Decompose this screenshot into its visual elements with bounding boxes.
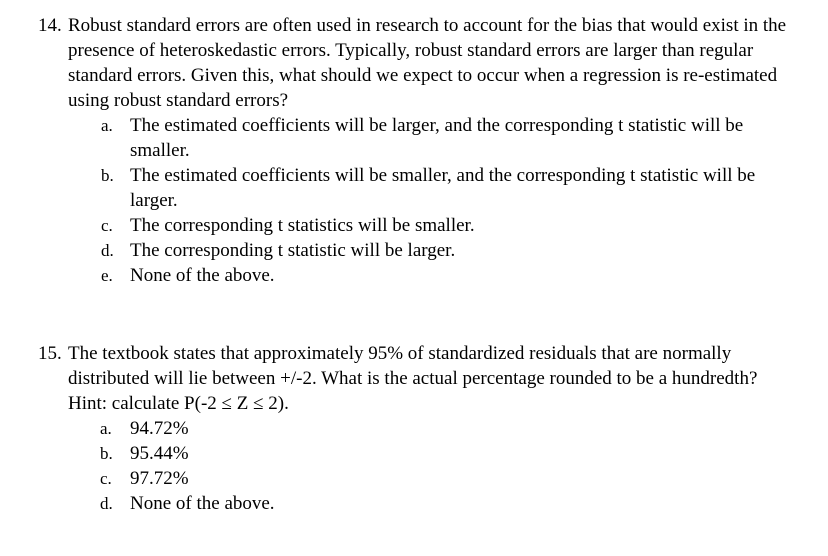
option-text: None of the above. xyxy=(130,493,275,514)
option-text: 94.72% xyxy=(130,418,189,439)
option-text: 95.44% xyxy=(130,443,189,464)
question-number: 14. xyxy=(38,15,62,36)
answer-options xyxy=(0,416,828,516)
option-letter: c. xyxy=(101,216,113,235)
hint-text: Hint: calculate P(-2 ≤ Z ≤ 2). xyxy=(68,393,289,414)
question-text: The textbook states that approximately 95% of standardized residuals that are normally distributed will lie between +/-2. What is the actual percentage rounded to be a hundredth? xyxy=(68,343,758,389)
answer-options xyxy=(0,113,828,288)
answer-option-c[interactable] xyxy=(0,213,800,238)
answer-option-d[interactable] xyxy=(0,238,800,263)
answer-option-a[interactable] xyxy=(0,113,800,163)
option-letter: b. xyxy=(101,166,114,185)
option-text: The corresponding t statistics will be smaller. xyxy=(130,215,475,236)
question-14 xyxy=(0,13,828,288)
option-letter: d. xyxy=(100,494,113,513)
answer-option-d[interactable] xyxy=(0,491,800,516)
question-stem xyxy=(0,13,798,113)
option-text: The corresponding t statistic will be larger. xyxy=(130,240,456,261)
option-letter: a. xyxy=(100,419,112,438)
answer-option-c[interactable] xyxy=(0,466,800,491)
option-text: None of the above. xyxy=(130,265,275,286)
option-letter: e. xyxy=(101,266,113,285)
option-letter: b. xyxy=(100,444,113,463)
option-text: The estimated coefficients will be larger, and the corresponding t statistic will be smaller. xyxy=(130,115,744,161)
option-letter: a. xyxy=(101,116,113,135)
answer-option-b[interactable] xyxy=(0,441,800,466)
question-text: Robust standard errors are often used in research to account for the bias that would exist in the presence of heteroskedastic errors. Typically, robust standard errors are larger than regular standard errors. Given this, what should we expect to occur when a regression is re-estimated using robust standard errors? xyxy=(68,15,787,111)
question-number: 15. xyxy=(38,343,62,364)
option-text: The estimated coefficients will be smaller, and the corresponding t statistic will be larger. xyxy=(130,165,756,211)
answer-option-e[interactable] xyxy=(0,263,800,288)
option-text: 97.72% xyxy=(130,468,189,489)
question-15 xyxy=(0,341,828,516)
option-letter: c. xyxy=(100,469,112,488)
answer-option-b[interactable] xyxy=(0,163,800,213)
question-stem xyxy=(0,341,798,391)
answer-option-a[interactable] xyxy=(0,416,800,441)
option-letter: d. xyxy=(101,241,114,260)
